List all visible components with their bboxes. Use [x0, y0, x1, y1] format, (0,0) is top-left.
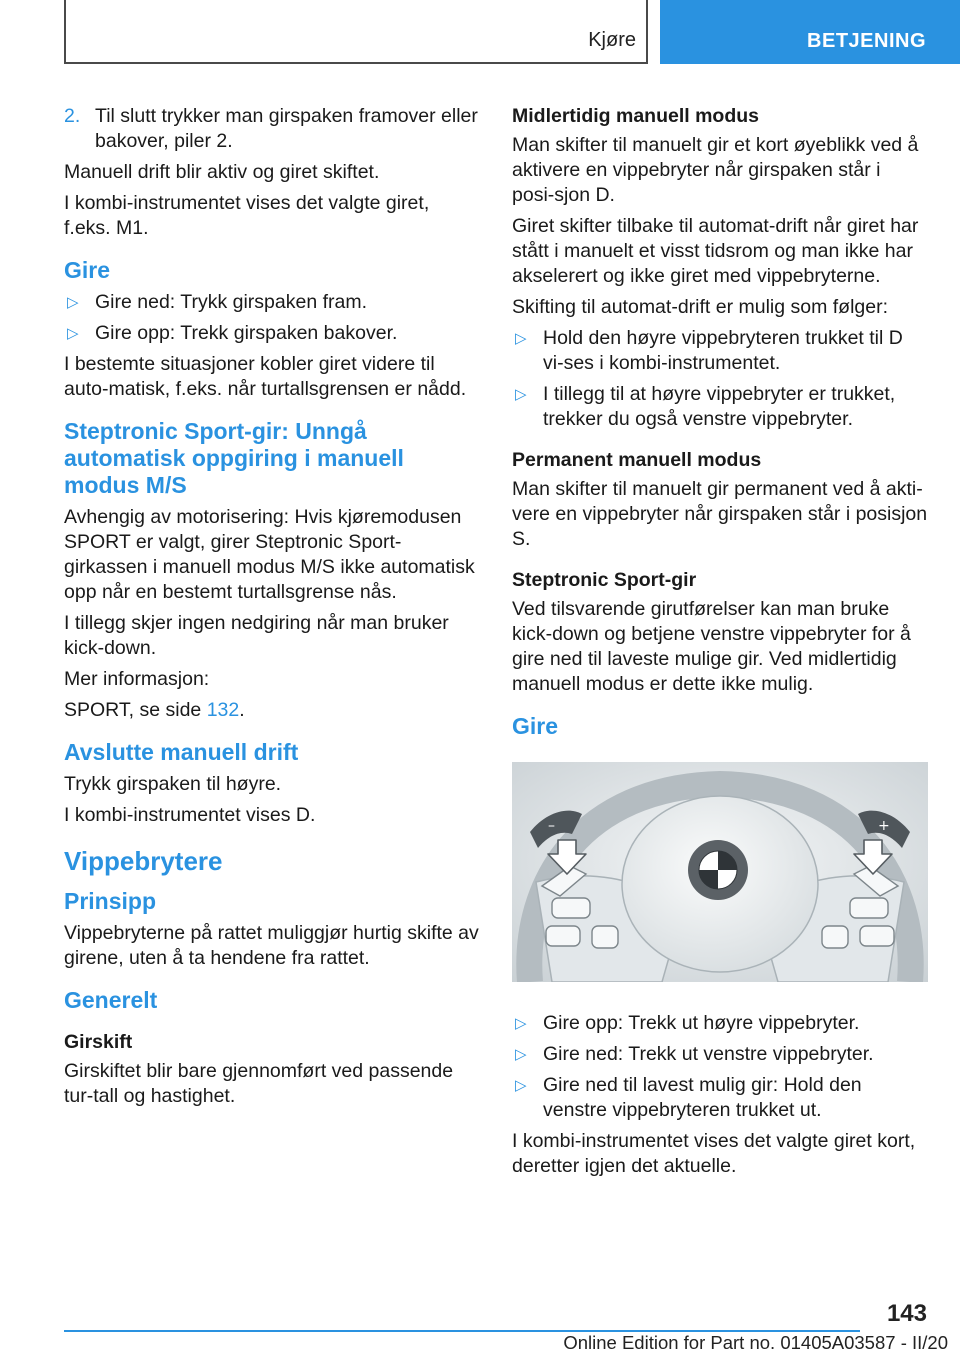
bullet-triangle-icon: ▷: [515, 1077, 527, 1094]
heading-permanent: Permanent manuell modus: [512, 449, 762, 471]
paddle-minus-label: –: [548, 818, 555, 834]
paragraph-steptronic: Ved tilsvarende girutførelser kan man bruke kick-down og betjene venstre vippebryter for å gire ned til laveste mulige gir. Ved midlertidig manuell modus er dette ikke mulig.: [512, 598, 911, 695]
paragraph-manual-active: Manuell drift blir aktiv og giret skiftet.: [64, 161, 380, 183]
bullet-hold: [512, 326, 928, 376]
paragraph-midl-2: Giret skifter tilbake til automat-drift når giret har stått i manuelt et visst tidsrom og man ikke har akselerert og ikke giret med vippebryterne.: [512, 215, 919, 287]
header-section-box: [64, 0, 648, 64]
page-link-132[interactable]: 132: [206, 699, 240, 721]
sport-ref-end: .: [239, 699, 245, 721]
step-text: Til slutt trykker man girspaken framover eller bakover, piler 2.: [95, 105, 478, 152]
bullet-gire-ned: [64, 290, 480, 315]
paragraph-kombi-kort: I kombi-instrumentet vises det valgte giret kort, deretter igjen det aktuelle.: [512, 1130, 916, 1177]
heading-steptronic-sport: Steptronic Sport-gir: Unngå automatisk oppgiring i manuell modus M/S: [64, 418, 404, 498]
paragraph-girskift: Girskiftet blir bare gjennomført ved passende tur-tall og hastighet.: [64, 1060, 454, 1107]
step-number: 2.: [64, 105, 81, 127]
step-2: [64, 104, 480, 154]
bullet-triangle-icon: ▷: [515, 1046, 527, 1063]
paragraph-midl-3: Skifting til automat-drift er mulig som følger:: [512, 296, 889, 318]
header-section-title: Kjøre: [588, 29, 636, 51]
bullet-triangle-icon: ▷: [67, 294, 79, 311]
bullet-text: Gire opp: Trekk ut høyre vippebryter.: [543, 1012, 860, 1034]
header-chapter-tab: [660, 0, 960, 64]
bullet-gire-opp: [64, 321, 480, 346]
bullet-triangle-icon: ▷: [67, 325, 79, 342]
bullet-text: Gire ned: Trykk girspaken fram.: [95, 291, 368, 313]
paragraph-midl-1: Man skifter til manuelt gir et kort øyeblikk ved å aktivere en vippebryter når girspaken står i posi-sjon D.: [512, 134, 919, 206]
footer-edition: Online Edition for Part no. 01405A03587 - II/20: [563, 1332, 948, 1353]
bullet-triangle-icon: ▷: [515, 330, 527, 347]
bmw-logo-icon: [688, 840, 748, 900]
bullet-text: Hold den høyre vippebryteren trukket til D vi-ses i kombi-instrumentet.: [543, 327, 903, 374]
heading-steptronic-sport-gir: Steptronic Sport-gir: [512, 569, 697, 591]
bullet-triangle-icon: ▷: [515, 1015, 527, 1032]
left-column: [64, 104, 480, 1115]
heading-prinsipp: Prinsipp: [64, 888, 157, 914]
bullet-triangle-icon: ▷: [515, 386, 527, 403]
paragraph-auto: I bestemte situasjoner kobler giret videre til auto-matisk, f.eks. når turtallsgrensen er nådd.: [64, 353, 467, 400]
paragraph-permanent: Man skifter til manuelt gir permanent ved å akti-vere en vippebryter når girspaken står i posisjon S.: [512, 478, 928, 550]
paddle-plus-label: +: [878, 818, 890, 834]
heading-avslutte: Avslutte manuell drift: [64, 739, 299, 765]
heading-vippebrytere: Vippebrytere: [64, 846, 223, 876]
paragraph-vises-d: I kombi-instrumentet vises D.: [64, 804, 316, 826]
heading-gire-right: Gire: [512, 713, 559, 739]
paragraph-sport-reference: [64, 698, 480, 723]
header-chapter-title: BETJENING: [807, 30, 926, 52]
heading-gire: Gire: [64, 257, 111, 283]
bullet-text: Gire opp: Trekk girspaken bakover.: [95, 322, 398, 344]
bullet-gire-ned-right: [512, 1042, 928, 1067]
paragraph-trykk: Trykk girspaken til høyre.: [64, 773, 282, 795]
heading-midlertidig: Midlertidig manuell modus: [512, 105, 760, 127]
paragraph-kombi-shift: I kombi-instrumentet vises det valgte giret, f.eks. M1.: [64, 192, 430, 239]
steering-wheel-paddles-figure: [512, 762, 928, 982]
paragraph-mer-info: Mer informasjon:: [64, 668, 210, 690]
paragraph-kickdown: I tillegg skjer ingen nedgiring når man bruker kick-down.: [64, 612, 449, 659]
right-column: [512, 104, 928, 1185]
bullet-text: Gire ned til lavest mulig gir: Hold den venstre vippebryteren trukket ut.: [543, 1074, 862, 1121]
heading-generelt: Generelt: [64, 987, 158, 1013]
bullet-text: Gire ned: Trekk ut venstre vippebryter.: [543, 1043, 874, 1065]
bullet-gire-opp-right: [512, 1011, 928, 1036]
paragraph-avhengig: Avhengig av motorisering: Hvis kjøremodusen SPORT er valgt, girer Steptronic Sport-girkassen i manuell modus M/S ikke automatisk opp når en bestemt turtallsgrense nås.: [64, 506, 475, 603]
heading-girskift: Girskift: [64, 1031, 133, 1053]
bullet-text: I tillegg til at høyre vippebryter er trukket, trekker du også venstre vippebryter.: [543, 383, 896, 430]
sport-ref-text: SPORT, se side: [64, 699, 207, 721]
page-number: 143: [886, 1300, 927, 1327]
paragraph-prinsipp: Vippebryterne på rattet muliggjør hurtig skifte av girene, uten å ta hendene fra rattet.: [64, 922, 479, 969]
bullet-tillegg: [512, 382, 928, 432]
bullet-gire-lavest: [512, 1073, 928, 1123]
